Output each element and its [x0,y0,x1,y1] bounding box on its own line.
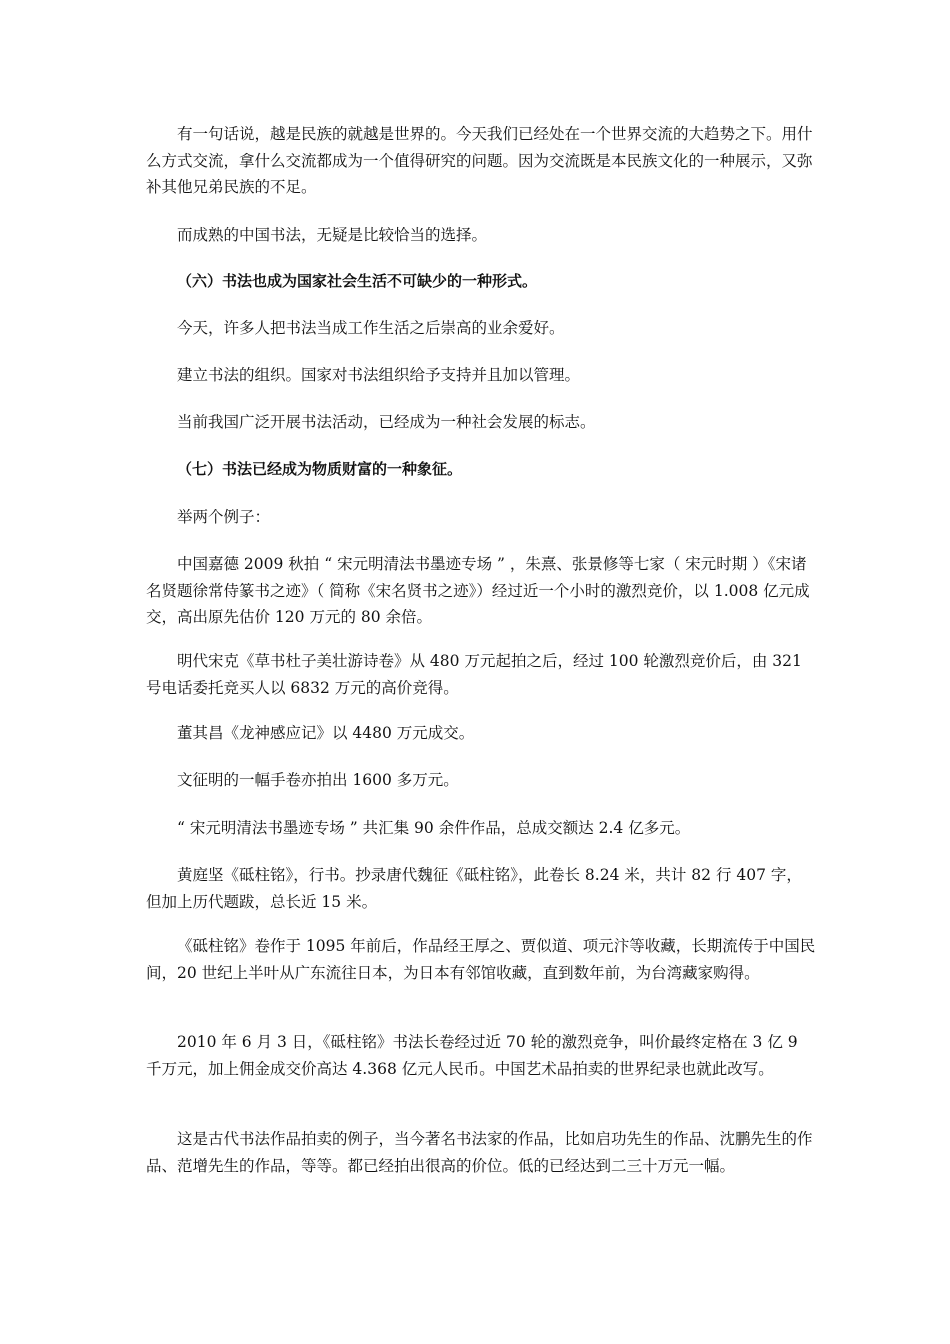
paragraph-social-sign: 当前我国广泛开展书法活动，已经成为一种社会发展的标志。 [177,413,596,431]
section-heading-six: （六）书法也成为国家社会生活不可缺少的一种形式。 [177,272,538,290]
paragraph-jiade-auction: 中国嘉德 2009 秋拍 “ 宋元明清法书墨迹专场 ” ，朱熹、张景修等七家（ 宋元时期 ）《宋诸名贤题徐常侍篆书之迹》（ 简称《宋名贤书之迹》）经过近一个小时的激烈竞价，以 1.008 亿元成交，高出原先估价 120 万元的 80 余倍。 [146,555,810,626]
paragraph-organization: 建立书法的组织。国家对书法组织给予支持并且加以管理。 [177,366,581,384]
paragraph-modern-artists: 这是古代书法作品拍卖的例子，当今著名书法家的作品，比如启功先生的作品、沈鹏先生的作品、范增先生的作品，等等。都已经拍出很高的价位。低的已经达到二三十万元一幅。 [146,1130,813,1175]
paragraph-2010-auction: 2010 年 6 月 3 日，《砥柱铭》书法长卷经过近 70 轮的激烈竞争，叫价最终定格在 3 亿 9 千万元，加上佣金成交价高达 4.368 亿元人民币。中国艺术品拍卖的世界纪录也就此改写。 [146,1033,798,1078]
paragraph-huangtingjian: 黄庭坚《砥柱铭》，行书。抄录唐代魏征《砥柱铭》，此卷长 8.24 米，共计 82 行 407 字，但加上历代题跋，总长近 15 米。 [146,866,802,911]
paragraph-examples-intro: 举两个例子： [177,508,271,526]
paragraph-calligraphy-choice: 而成熟的中国书法，无疑是比较恰当的选择。 [177,226,488,244]
section-heading-seven: （七）书法已经成为物质财富的一种象征。 [177,460,463,478]
paragraph-world-exchange: 有一句话说，越是民族的就越是世界的。今天我们已经处在一个世界交流的大趋势之下。用什么方式交流，拿什么交流都成为一个值得研究的问题。因为交流既是本民族文化的一种展示，又弥补其他兄弟民族的不足。 [146,125,813,196]
paragraph-songke-scroll: 明代宋克《草书杜子美壮游诗卷》从 480 万元起拍之后，经过 100 轮激烈竞价后，由 321 号电话委托竞买人以 6832 万元的高价竞得。 [146,652,802,697]
paragraph-dongqichang: 董其昌《龙神感应记》以 4480 万元成交。 [177,724,475,742]
paragraph-special-session-total: “ 宋元明清法书墨迹专场 ” 共汇集 90 余件作品，总成交额达 2.4 亿多元。 [177,819,691,837]
paragraph-hobby: 今天，许多人把书法当成工作生活之后崇高的业余爱好。 [177,319,565,337]
paragraph-dizhuming-history: 《砥柱铭》卷作于 1095 年前后，作品经王厚之、贾似道、项元汴等收藏，长期流传于中国民间，20 世纪上半叶从广东流往日本，为日本有邻馆收藏，直到数年前，为台湾藏家购得。 [146,937,816,982]
paragraph-wenzhengming: 文征明的一幅手卷亦拍出 1600 多万元。 [177,771,459,789]
